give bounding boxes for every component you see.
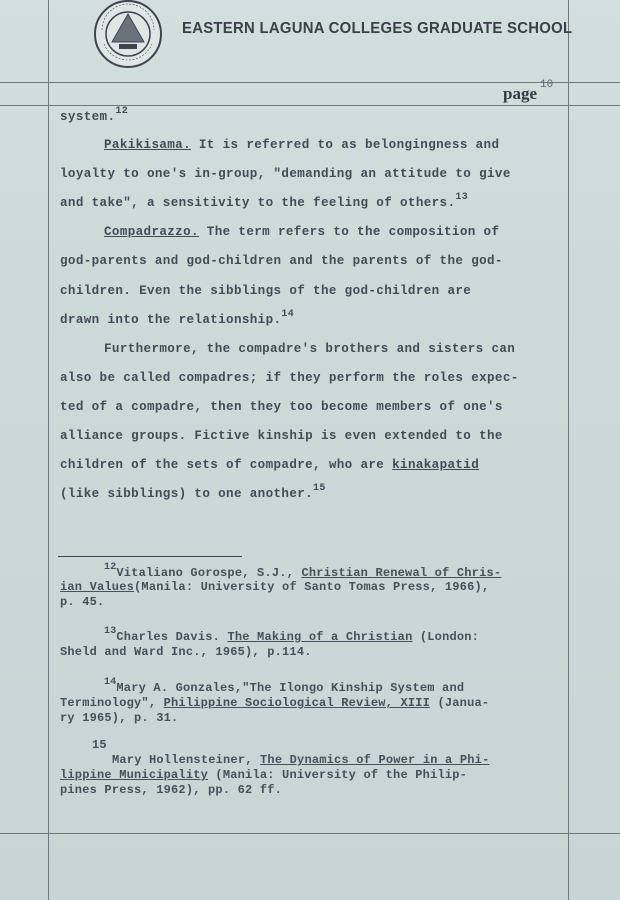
footnote-text: (Janua- (430, 696, 490, 710)
footnote-13-line-1 (60, 626, 480, 644)
body-text: system. (60, 110, 116, 124)
body-text: and take", a sensitivity to the feeling of others. (60, 196, 456, 210)
footnote-title: ian Values (60, 580, 135, 594)
footnote-14-line-3: ry 1965), p. 31. (60, 711, 179, 725)
footnote-title: The Making of a Christian (227, 630, 413, 644)
paragraph-compadrazzo-line-4 (60, 309, 295, 327)
header-rule-bottom (0, 105, 620, 106)
body-text: children of the sets of compadre, who are (60, 458, 393, 472)
footnote-text: Vitaliano Gorospe, S.J., (116, 566, 302, 580)
term-compadrazzo: Compadrazzo. (104, 225, 199, 239)
page-label: page (503, 84, 537, 103)
paragraph-furthermore-line-4: alliance groups. Fictive kinship is even extended to the (60, 429, 503, 443)
footnote-14-line-1 (60, 677, 465, 695)
footnote-text: Mary Hollensteiner, (112, 753, 261, 767)
footnote-12-line-2 (60, 580, 489, 594)
paragraph-furthermore-line-1 (60, 342, 515, 356)
paragraph-pakikisama-line-1 (60, 138, 499, 152)
footnote-number: 15 (92, 738, 107, 752)
margin-rule-right (568, 0, 569, 900)
paragraph-pakikisama-line-3 (60, 192, 469, 210)
paragraph-compadrazzo-line-2: god-parents and god-children and the parents of the god- (60, 254, 503, 268)
footnote-ref-13: 13 (455, 192, 469, 203)
footnote-title: lippine Municipality (60, 768, 209, 782)
footnote-text: (Manila: University of the Philip- (208, 768, 468, 782)
footer-rule (0, 833, 620, 834)
footnote-text: (Manila: University of Santo Tomas Press, 1966), (134, 580, 490, 594)
footnote-title: Christian Renewal of Chris- (301, 566, 502, 580)
footnote-text: (London: (412, 630, 480, 644)
footnote-ref-14: 14 (281, 309, 295, 320)
page-number: 10 (540, 79, 554, 91)
footnote-title: Philippine Sociological Review, XIII (163, 696, 431, 710)
college-seal-icon (92, 0, 164, 72)
footnote-15-line-2 (60, 768, 467, 782)
footnote-number: 12 (104, 562, 117, 573)
margin-rule-left (48, 0, 49, 900)
footnote-title: The Dynamics of Power in a Phi- (260, 753, 490, 767)
body-line-1 (60, 106, 129, 124)
school-name: EASTERN LAGUNA COLLEGES GRADUATE SCHOOL (182, 20, 573, 37)
paragraph-compadrazzo-line-3: children. Even the sibblings of the god-children are (60, 284, 472, 298)
paragraph-pakikisama-line-2: loyalty to one's in-group, "demanding an attitude to give (60, 167, 511, 181)
footnote-13-line-2: Sheld and Ward Inc., 1965), p.114. (60, 645, 312, 659)
footnote-text: Charles Davis. (116, 630, 228, 644)
footnote-14-line-2 (60, 696, 489, 710)
paragraph-compadrazzo-line-1 (60, 225, 499, 239)
footnote-12-line-1 (60, 562, 502, 580)
footnote-number: 13 (104, 626, 117, 637)
footnote-separator (58, 556, 242, 557)
footnote-ref-12: 12 (115, 106, 129, 117)
footnote-number: 14 (104, 677, 117, 688)
paragraph-furthermore-line-5 (60, 458, 479, 472)
footnote-text: Mary A. Gonzales,"The Ilongo Kinship System and (116, 681, 465, 695)
body-text: (like sibblings) to one another. (60, 487, 314, 501)
header-rule-top (0, 82, 620, 83)
body-text: Furthermore, the compadre's brothers and sisters can (104, 342, 516, 356)
paragraph-furthermore-line-2: also be called compadres; if they perform the roles expec- (60, 371, 519, 385)
footnote-text: Terminology", (60, 696, 164, 710)
paragraph-furthermore-line-3: ted of a compadre, then they too become members of one's (60, 400, 503, 414)
paragraph-furthermore-line-6 (60, 483, 326, 501)
body-text: The term refers to the composition of (198, 225, 500, 239)
term-pakikisama: Pakikisama. (104, 138, 191, 152)
body-text: drawn into the relationship. (60, 313, 282, 327)
footnote-15-line-3: pines Press, 1962), pp. 62 ff. (60, 783, 283, 797)
footnote-15-number-line (60, 738, 107, 752)
body-text: It is referred to as belongingness and (190, 138, 500, 152)
footnote-ref-15: 15 (313, 483, 326, 494)
footnote-15-line-1 (60, 753, 489, 767)
footnote-12-line-3: p. 45. (60, 595, 105, 609)
term-kinakapatid: kinakapatid (392, 458, 480, 472)
